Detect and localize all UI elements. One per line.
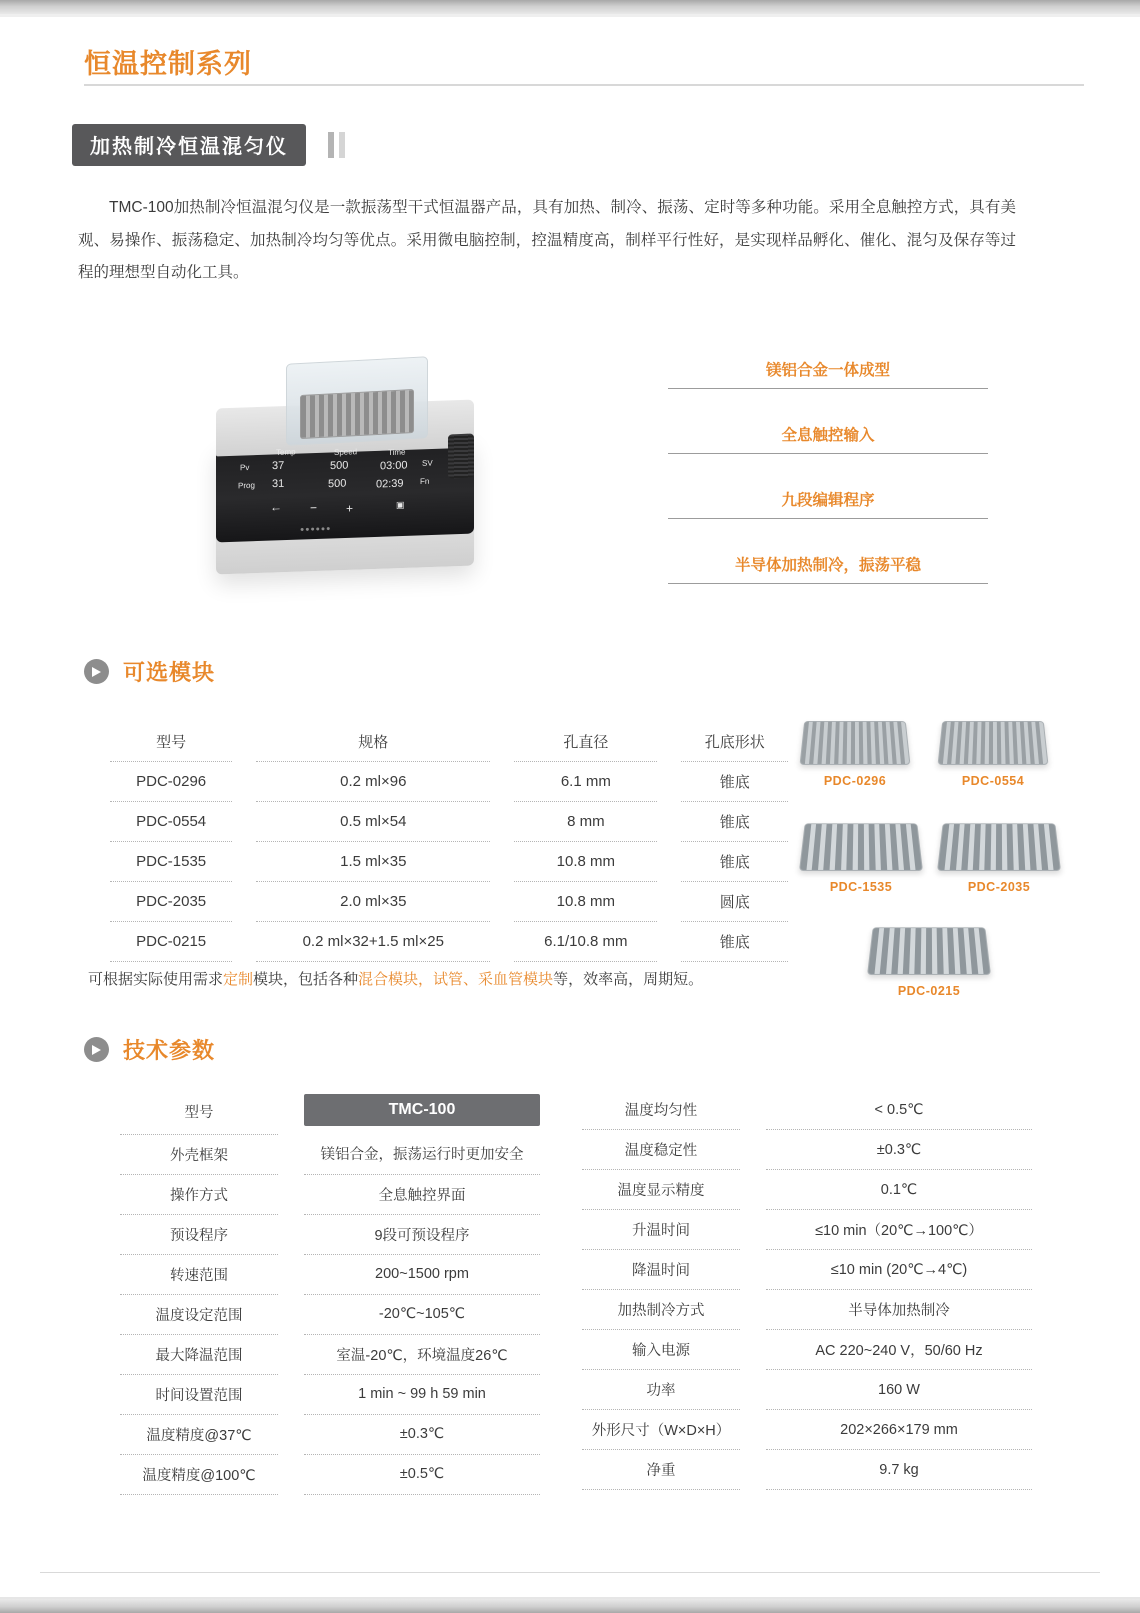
cell-dia: 6.1/10.8 mm bbox=[514, 922, 657, 962]
thumbnail-caption: PDC-1535 bbox=[829, 880, 893, 894]
cell-model: PDC-0554 bbox=[110, 802, 232, 842]
col-gap bbox=[657, 722, 681, 762]
spec-row bbox=[120, 1134, 540, 1174]
bottom-decor-bar bbox=[0, 1599, 1140, 1613]
top-decor-bar bbox=[0, 0, 1140, 14]
col-header-shape: 孔底形状 bbox=[681, 722, 788, 762]
feature-label: 九段编辑程序 bbox=[781, 492, 875, 509]
spec-row bbox=[582, 1290, 1032, 1330]
spec-value: ±0.3℃ bbox=[766, 1130, 1032, 1170]
spec-key: 输入电源 bbox=[582, 1330, 740, 1370]
col-gap bbox=[657, 762, 681, 802]
thumbnail-item bbox=[802, 820, 920, 894]
thumbnail-item bbox=[802, 718, 908, 788]
module-plate-icon bbox=[938, 721, 1049, 765]
spec-key: 温度均匀性 bbox=[582, 1090, 740, 1130]
col-gap bbox=[740, 1090, 766, 1130]
spec-key: 温度精度@37℃ bbox=[120, 1414, 278, 1454]
thumbnail-item bbox=[870, 924, 988, 998]
feature-item bbox=[668, 488, 988, 553]
col-gap bbox=[278, 1174, 304, 1214]
spec-value: AC 220~240 V，50/60 Hz bbox=[766, 1330, 1032, 1370]
spec-row bbox=[120, 1214, 540, 1254]
spec-value: ≤10 min (20℃→4℃) bbox=[766, 1250, 1032, 1290]
module-plate-icon bbox=[937, 823, 1061, 871]
spec-value: ±0.3℃ bbox=[304, 1414, 540, 1454]
spec-key: 操作方式 bbox=[120, 1174, 278, 1214]
feature-rule bbox=[668, 518, 988, 519]
col-gap bbox=[490, 722, 514, 762]
spec-value: 9段可预设程序 bbox=[304, 1214, 540, 1254]
thumbnail-item bbox=[940, 718, 1046, 788]
module-plate-icon bbox=[800, 721, 911, 765]
panel-label-temp: Temp bbox=[276, 447, 296, 458]
module-table bbox=[110, 722, 788, 962]
col-gap bbox=[278, 1090, 304, 1134]
cell-model: PDC-0215 bbox=[110, 922, 232, 962]
spec-value: 半导体加热制冷 bbox=[766, 1290, 1032, 1330]
spec-key: 温度精度@100℃ bbox=[120, 1454, 278, 1494]
feature-label: 半导体加热制冷，振荡平稳 bbox=[734, 557, 921, 574]
cell-spec: 0.2 ml×96 bbox=[256, 762, 490, 802]
product-name-block bbox=[72, 124, 350, 166]
table-header-row bbox=[110, 722, 788, 762]
spec-value: ±0.5℃ bbox=[304, 1454, 540, 1494]
spec-key: 温度稳定性 bbox=[582, 1130, 740, 1170]
col-gap bbox=[278, 1414, 304, 1454]
cell-spec: 0.5 ml×54 bbox=[256, 802, 490, 842]
section-title: 可选模块 bbox=[123, 660, 216, 685]
col-gap bbox=[278, 1374, 304, 1414]
cell-spec: 1.5 ml×35 bbox=[256, 842, 490, 882]
col-gap bbox=[232, 882, 256, 922]
panel-label-time: Time bbox=[388, 447, 406, 458]
spec-value: 9.7 kg bbox=[766, 1450, 1032, 1490]
panel-plus-icon: + bbox=[346, 501, 354, 516]
spec-value: ≤10 min（20℃→100℃） bbox=[766, 1210, 1032, 1250]
table-row bbox=[110, 842, 788, 882]
spec-key: 外形尺寸（W×D×H） bbox=[582, 1410, 740, 1450]
col-gap bbox=[657, 922, 681, 962]
series-title-rule bbox=[84, 84, 1084, 86]
spec-row bbox=[120, 1414, 540, 1454]
spec-row bbox=[120, 1294, 540, 1334]
col-gap bbox=[278, 1334, 304, 1374]
cell-shape: 圆底 bbox=[681, 882, 788, 922]
spec-value: -20℃~105℃ bbox=[304, 1294, 540, 1334]
spec-row-model bbox=[120, 1090, 540, 1134]
feature-item bbox=[668, 423, 988, 488]
spec-value: 镁铝合金，振荡运行时更加安全 bbox=[304, 1134, 540, 1174]
col-gap bbox=[490, 762, 514, 802]
panel-label-prog: Prog bbox=[238, 480, 255, 491]
note-highlight-2: 混合模块，试管、采血管模块 bbox=[358, 971, 554, 988]
spec-key: 净重 bbox=[582, 1450, 740, 1490]
feature-rule bbox=[668, 388, 988, 389]
thumbnail-caption: PDC-0554 bbox=[961, 774, 1025, 788]
note-part-2: 模块，包括各种 bbox=[253, 971, 359, 988]
spec-key: 功率 bbox=[582, 1370, 740, 1410]
panel-label-speed: Speed bbox=[334, 447, 358, 457]
spec-row bbox=[582, 1410, 1032, 1450]
feature-item bbox=[668, 553, 988, 618]
spec-value: 室温-20℃，环境温度26℃ bbox=[304, 1334, 540, 1374]
panel-value-sv-time: 02:39 bbox=[376, 477, 404, 491]
spec-value: < 0.5℃ bbox=[766, 1090, 1032, 1130]
note-highlight-1: 定制 bbox=[223, 971, 254, 988]
spec-value: 202×266×179 mm bbox=[766, 1410, 1032, 1450]
series-title: 恒温控制系列 bbox=[84, 49, 252, 79]
col-gap bbox=[232, 802, 256, 842]
col-gap bbox=[232, 722, 256, 762]
col-gap bbox=[490, 882, 514, 922]
cell-model: PDC-0296 bbox=[110, 762, 232, 802]
feature-label: 镁铝合金一体成型 bbox=[765, 362, 890, 379]
col-gap bbox=[740, 1330, 766, 1370]
spec-key: 预设程序 bbox=[120, 1214, 278, 1254]
thumbnail-caption: PDC-2035 bbox=[967, 880, 1031, 894]
panel-minus-icon: − bbox=[310, 500, 318, 515]
section-heading-specs bbox=[84, 1034, 215, 1065]
col-header-model: 型号 bbox=[110, 722, 232, 762]
spec-row bbox=[582, 1210, 1032, 1250]
spec-value: 160 W bbox=[766, 1370, 1032, 1410]
feature-rule bbox=[668, 583, 988, 584]
col-gap bbox=[278, 1254, 304, 1294]
col-header-dia: 孔直径 bbox=[514, 722, 657, 762]
col-gap bbox=[232, 842, 256, 882]
panel-value-pv-temp: 37 bbox=[272, 459, 285, 473]
spec-key: 加热制冷方式 bbox=[582, 1290, 740, 1330]
device-sample-rack bbox=[300, 389, 414, 439]
cell-dia: 8 mm bbox=[514, 802, 657, 842]
spec-value: 1 min ~ 99 h 59 min bbox=[304, 1374, 540, 1414]
spec-key: 最大降温范围 bbox=[120, 1334, 278, 1374]
col-gap bbox=[278, 1134, 304, 1174]
table-row bbox=[110, 922, 788, 962]
feature-item bbox=[668, 358, 988, 423]
thumbnail-item bbox=[940, 820, 1058, 894]
col-gap bbox=[278, 1454, 304, 1494]
thumbnail-caption: PDC-0215 bbox=[897, 984, 961, 998]
spec-value: 全息触控界面 bbox=[304, 1174, 540, 1214]
col-gap bbox=[740, 1210, 766, 1250]
col-gap bbox=[740, 1450, 766, 1490]
cell-shape: 锥底 bbox=[681, 922, 788, 962]
spec-row bbox=[582, 1250, 1032, 1290]
col-gap bbox=[278, 1294, 304, 1334]
arrow-right-icon bbox=[84, 659, 109, 684]
spec-key: 降温时间 bbox=[582, 1250, 740, 1290]
table-row bbox=[110, 762, 788, 802]
feature-label: 全息触控输入 bbox=[781, 427, 875, 444]
section-title: 技术参数 bbox=[123, 1038, 216, 1063]
spec-row bbox=[120, 1254, 540, 1294]
product-name: 加热制冷恒温混匀仪 bbox=[72, 124, 306, 166]
col-gap bbox=[740, 1410, 766, 1450]
footer-rule bbox=[40, 1572, 1100, 1573]
panel-back-icon: ← bbox=[270, 499, 282, 515]
cell-shape: 锥底 bbox=[681, 842, 788, 882]
spec-row bbox=[582, 1130, 1032, 1170]
cell-model: PDC-1535 bbox=[110, 842, 232, 882]
device-vent-icon bbox=[448, 434, 474, 479]
note-part-3: 等，效率高，周期短。 bbox=[553, 971, 704, 988]
spec-value-wrap bbox=[304, 1090, 540, 1134]
col-gap bbox=[490, 802, 514, 842]
panel-label-pv: Pv bbox=[240, 462, 250, 473]
feature-rule bbox=[668, 453, 988, 454]
spec-row bbox=[582, 1090, 1032, 1130]
col-gap bbox=[740, 1370, 766, 1410]
note-part-1: 可根据实际使用需求 bbox=[88, 971, 224, 988]
spec-row bbox=[120, 1334, 540, 1374]
decor-bars-icon bbox=[328, 132, 350, 158]
col-gap bbox=[657, 802, 681, 842]
table-row bbox=[110, 882, 788, 922]
section-heading-modules bbox=[84, 656, 215, 687]
cell-dia: 10.8 mm bbox=[514, 882, 657, 922]
col-gap bbox=[657, 882, 681, 922]
top-decor-accent bbox=[0, 14, 1140, 17]
spec-row bbox=[582, 1370, 1032, 1410]
panel-value-sv-speed: 500 bbox=[328, 477, 347, 491]
spec-value: 200~1500 rpm bbox=[304, 1254, 540, 1294]
col-gap bbox=[232, 922, 256, 962]
module-plate-icon bbox=[799, 823, 923, 871]
spec-row bbox=[120, 1454, 540, 1494]
spec-table-right bbox=[582, 1090, 1032, 1490]
panel-value-pv-time: 03:00 bbox=[380, 459, 408, 473]
intro-paragraph: TMC-100加热制冷恒温混匀仪是一款振荡型干式恒温器产品，具有加热、制冷、振荡、定时等多种功能。采用全息触控方式，具有美观、易操作、振荡稳定、加热制冷均匀等优点。采用微电脑控制，控温精度高，制样平行性好，是实现样品孵化、催化、混匀及保存等过程的理想型自动化工具。 bbox=[78, 199, 1016, 282]
cell-spec: 0.2 ml×32+1.5 ml×25 bbox=[256, 922, 490, 962]
spec-key: 转速范围 bbox=[120, 1254, 278, 1294]
cell-shape: 锥底 bbox=[681, 802, 788, 842]
col-gap bbox=[740, 1130, 766, 1170]
col-gap bbox=[740, 1250, 766, 1290]
cell-spec: 2.0 ml×35 bbox=[256, 882, 490, 922]
cell-dia: 6.1 mm bbox=[514, 762, 657, 802]
spec-key: 型号 bbox=[120, 1090, 278, 1134]
col-gap bbox=[657, 842, 681, 882]
table-row bbox=[110, 802, 788, 842]
panel-start-icon: ▣ bbox=[396, 499, 405, 510]
spec-value: 0.1℃ bbox=[766, 1170, 1032, 1210]
col-gap bbox=[278, 1214, 304, 1254]
spec-key: 温度设定范围 bbox=[120, 1294, 278, 1334]
cell-dia: 10.8 mm bbox=[514, 842, 657, 882]
col-header-spec: 规格 bbox=[256, 722, 490, 762]
spec-row bbox=[582, 1170, 1032, 1210]
spec-key: 温度显示精度 bbox=[582, 1170, 740, 1210]
spec-row bbox=[120, 1174, 540, 1214]
panel-label-sv: SV bbox=[422, 458, 433, 468]
device-brand-logo: ●●●●●● bbox=[300, 525, 332, 534]
model-badge: TMC-100 bbox=[304, 1094, 540, 1126]
module-note bbox=[88, 968, 703, 989]
module-plate-icon bbox=[867, 927, 991, 975]
spec-key: 外壳框架 bbox=[120, 1134, 278, 1174]
panel-value-sv-temp: 31 bbox=[272, 477, 285, 491]
product-image bbox=[208, 330, 628, 610]
spec-table-left bbox=[120, 1090, 540, 1495]
col-gap bbox=[490, 922, 514, 962]
spec-key: 时间设置范围 bbox=[120, 1374, 278, 1414]
feature-list bbox=[668, 358, 988, 618]
col-gap bbox=[740, 1170, 766, 1210]
col-gap bbox=[490, 842, 514, 882]
col-gap bbox=[232, 762, 256, 802]
spec-key: 升温时间 bbox=[582, 1210, 740, 1250]
panel-value-pv-speed: 500 bbox=[330, 459, 349, 473]
panel-label-fn: Fn bbox=[420, 476, 430, 486]
cell-model: PDC-2035 bbox=[110, 882, 232, 922]
spec-row bbox=[582, 1450, 1032, 1490]
spec-row bbox=[582, 1330, 1032, 1370]
col-gap bbox=[740, 1290, 766, 1330]
thumbnail-caption: PDC-0296 bbox=[823, 774, 887, 788]
spec-row bbox=[120, 1374, 540, 1414]
cell-shape: 锥底 bbox=[681, 762, 788, 802]
arrow-right-icon bbox=[84, 1037, 109, 1062]
device-touch-panel bbox=[236, 443, 432, 522]
